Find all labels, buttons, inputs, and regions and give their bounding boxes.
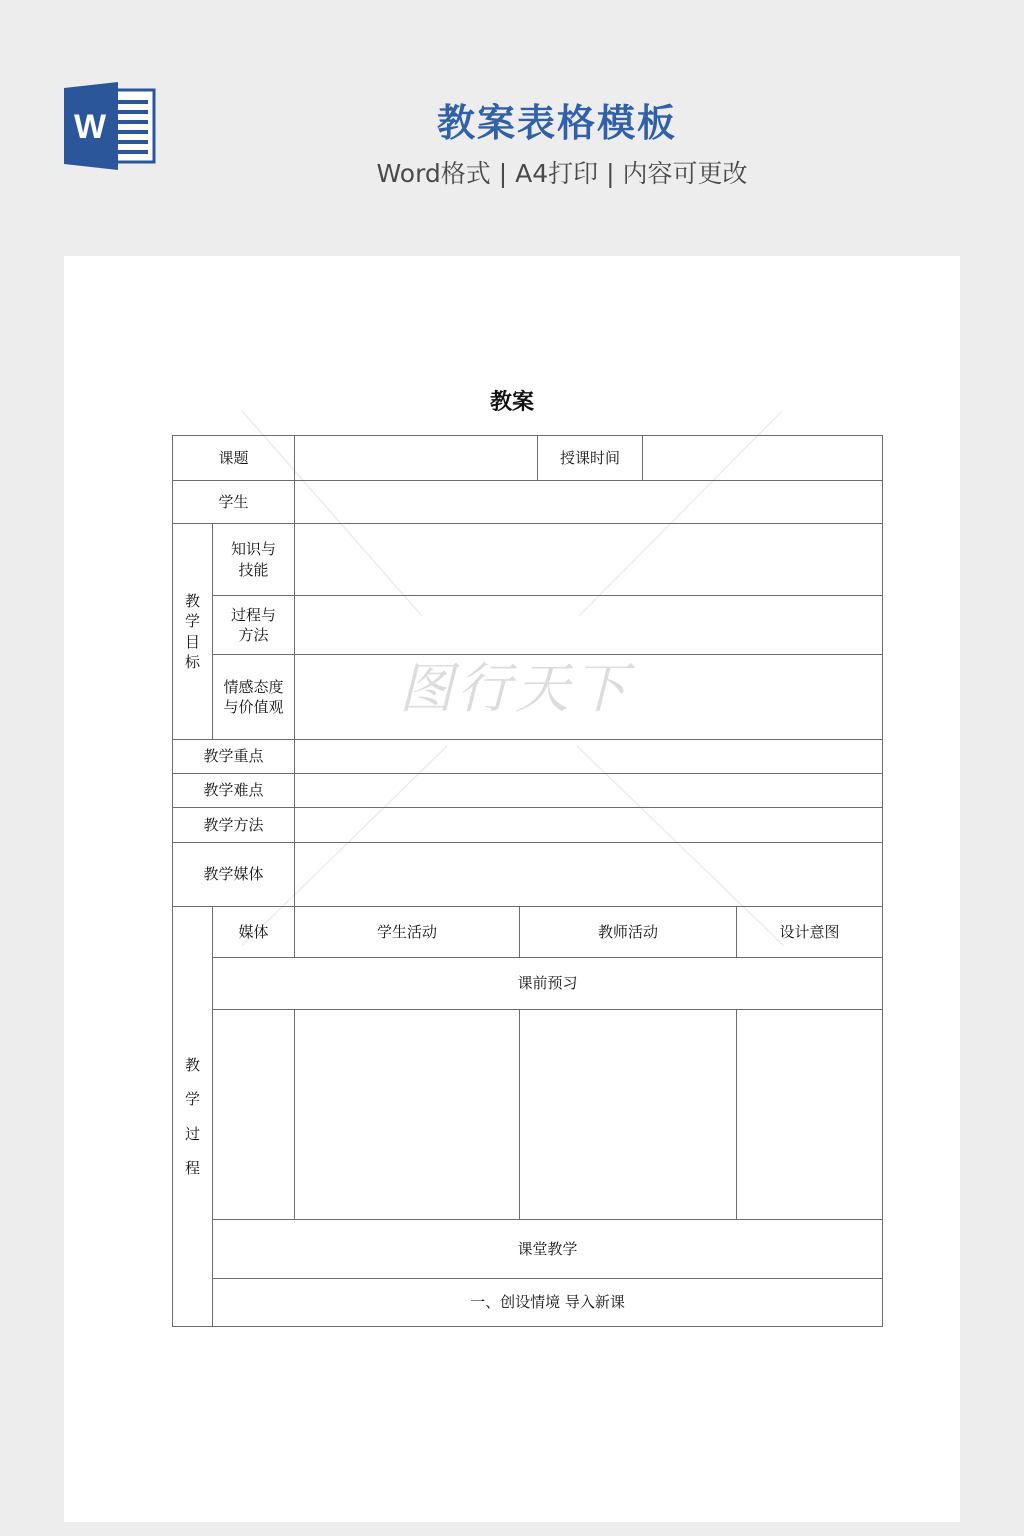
lesson-plan-table — [172, 435, 883, 1327]
student-field[interactable] — [295, 481, 883, 524]
page-subtitle: Word格式 | A4打印 | 内容可更改 — [376, 159, 748, 188]
time-field[interactable] — [643, 436, 883, 481]
col-media-header: 媒体 — [213, 907, 295, 958]
method-field[interactable] — [295, 808, 883, 843]
preview-intent-cell[interactable] — [737, 1010, 883, 1220]
classroom-section-header: 课堂教学 — [213, 1220, 883, 1279]
watermark-text: 图行天下 — [399, 657, 631, 720]
process-method-field[interactable] — [295, 596, 883, 655]
document-title: 教案 — [489, 390, 534, 415]
emotion-field[interactable] — [295, 655, 883, 740]
topic-label: 课题 — [173, 436, 295, 481]
topic-field[interactable] — [295, 436, 538, 481]
col-student-activity-header: 学生活动 — [295, 907, 520, 958]
key-point-field[interactable] — [295, 740, 883, 774]
media-field[interactable] — [295, 843, 883, 907]
media-label: 教学媒体 — [173, 843, 295, 907]
teaching-process-label: 教 学 过 程 — [173, 907, 213, 1327]
intro-step-row: 一、创设情境 导入新课 — [213, 1279, 883, 1327]
col-teacher-activity-header: 教师活动 — [520, 907, 737, 958]
process-method-label: 过程与 方法 — [213, 596, 295, 655]
preview-teacher-cell[interactable] — [520, 1010, 737, 1220]
knowledge-field[interactable] — [295, 524, 883, 596]
emotion-label: 情感态度 与价值观 — [213, 655, 295, 740]
method-label: 教学方法 — [173, 808, 295, 843]
page-title: 教案表格模板 — [436, 101, 677, 145]
col-design-intent-header: 设计意图 — [737, 907, 883, 958]
knowledge-label: 知识与 技能 — [213, 524, 295, 596]
key-point-label: 教学重点 — [173, 740, 295, 774]
time-label: 授课时间 — [538, 436, 643, 481]
word-logo-letter: W — [73, 108, 107, 146]
goals-label: 教 学 目 标 — [173, 524, 213, 740]
student-label: 学生 — [173, 481, 295, 524]
preview-student-cell[interactable] — [295, 1010, 520, 1220]
difficulty-label: 教学难点 — [173, 774, 295, 808]
difficulty-field[interactable] — [295, 774, 883, 808]
preview-media-cell[interactable] — [213, 1010, 295, 1220]
preview-section-header: 课前预习 — [213, 958, 883, 1010]
